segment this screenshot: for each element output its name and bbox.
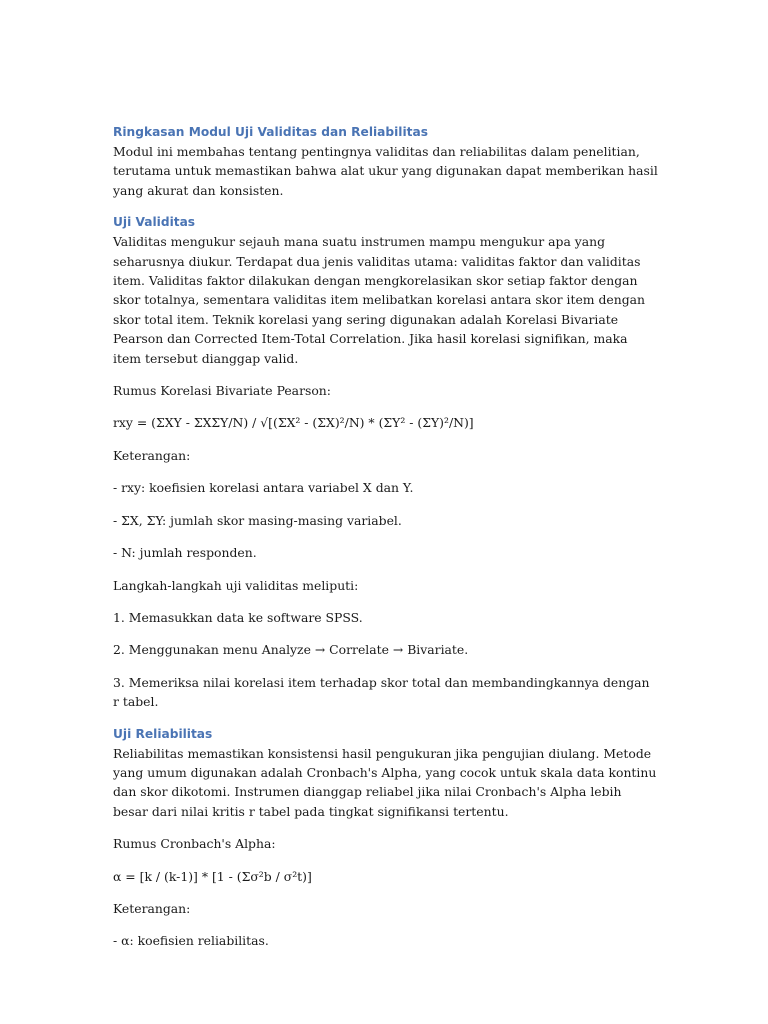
step-item: 2. Menggunakan menu Analyze → Correlate → Bivariate. [113,642,469,658]
keterangan-item: - rxy: koefisien korelasi antara variabel X dan Y. [113,480,414,496]
keterangan-item: - N: jumlah responden. [113,545,257,561]
keterangan-item: - ΣX, ΣY: jumlah skor masing-masing variabel. [113,512,402,528]
document-page [113,123,658,951]
validitas-keterangan-label: Keterangan: [113,447,191,463]
step-item: 1. Memasukkan data ke software SPSS. [113,609,363,625]
intro-paragraph: Modul ini membahas tentang pentingnya validitas dan reliabilitas dalam penelitian, terutama untuk memastikan bahwa alat ukur yang digunakan dapat memberikan hasil yang akurat dan konsisten. [113,144,658,198]
cronbach-formula: α = [k / (k-1)] * [1 - (Σσ²b / σ²t)] [113,868,312,884]
steps-label: Langkah-langkah uji validitas meliputi: [113,577,359,593]
keterangan-item: - α: koefisien reliabilitas. [113,933,269,949]
reliabilitas-keterangan-label: Keterangan: [113,900,191,916]
validitas-heading: Uji Validitas [113,215,196,230]
pearson-formula: rxy = (ΣXY - ΣXΣY/N) / √[(ΣX² - (ΣX)²/N) * (ΣY² - (ΣY)²/N)] [113,415,474,431]
document-title: Ringkasan Modul Uji Validitas dan Reliabilitas [113,125,428,139]
cronbach-formula-label: Rumus Cronbach's Alpha: [113,836,276,852]
reliabilitas-heading: Uji Reliabilitas [113,726,213,741]
step-item: 3. Memeriksa nilai korelasi item terhadap skor total dan membandingkannya dengan r tabel. [113,674,650,710]
validitas-paragraph: Validitas mengukur sejauh mana suatu instrumen mampu mengukur apa yang seharusnya diukur. Terdapat dua jenis validitas utama: validitas faktor dan validitas item. Validitas faktor dilakukan dengan mengkorelasikan skor setiap faktor dengan skor totalnya, sementara validitas item melibatkan korelasi antara skor item dengan skor total item. Teknik korelasi yang sering digunakan adalah Korelasi Bivariate Pearson dan Corrected Item-Total Correlation. Jika hasil korelasi signifikan, maka item tersebut dianggap valid. [113,234,646,366]
reliabilitas-paragraph: Reliabilitas memastikan konsistensi hasil pengukuran jika pengujian diulang. Metode yang umum digunakan adalah Cronbach's Alpha, yang cocok untuk skala data kontinu dan skor dikotomi. Instrumen dianggap reliabel jika nilai Cronbach's Alpha lebih besar dari nilai kritis r tabel pada tingkat signifikansi tertentu. [113,745,657,819]
pearson-formula-label: Rumus Korelasi Bivariate Pearson: [113,383,331,399]
